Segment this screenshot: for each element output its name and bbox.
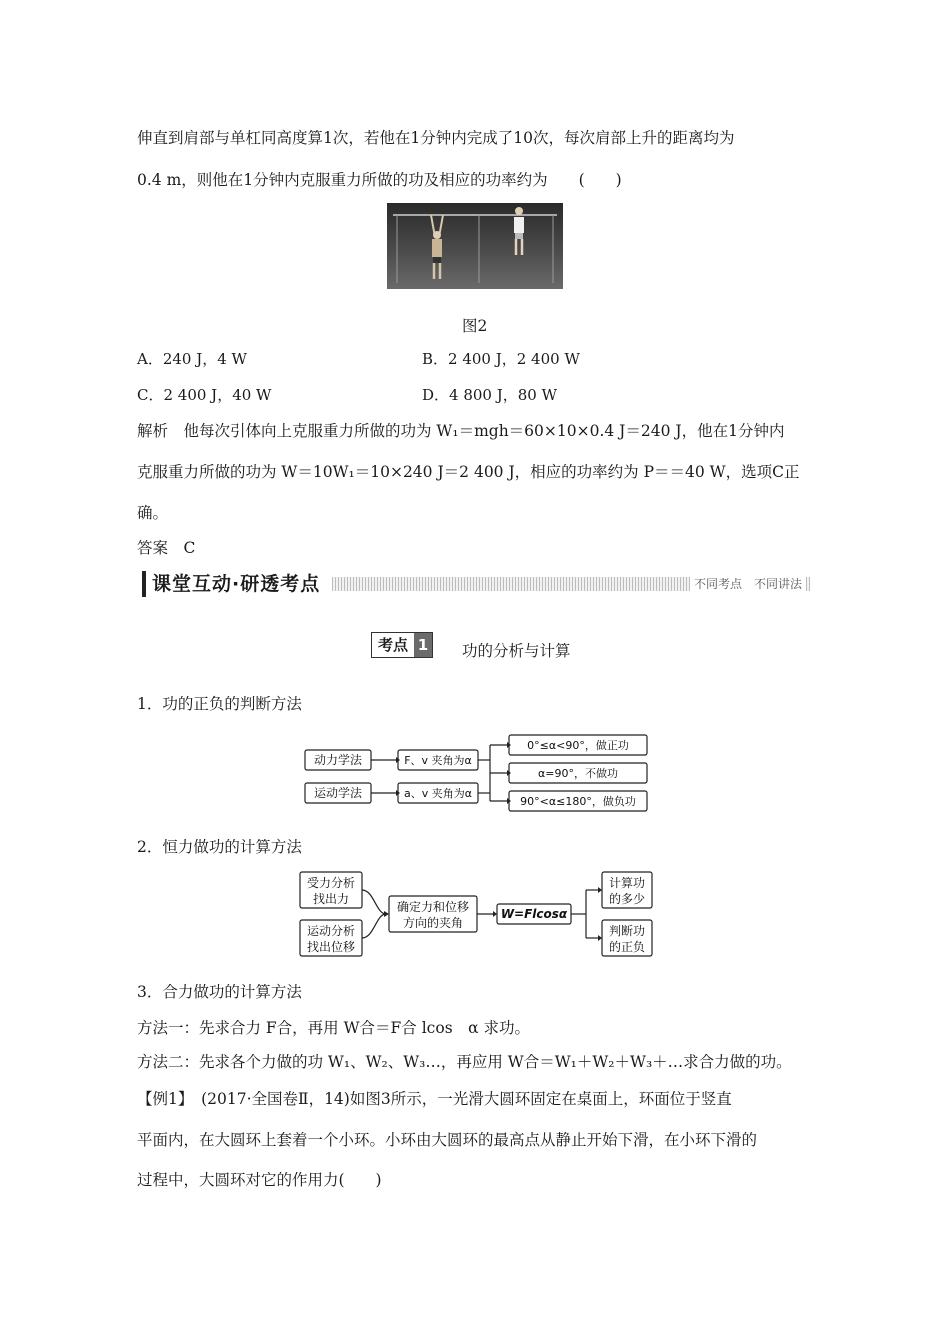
- method-two: 方法二：先求各个力做的功 W₁、W₂、W₃…，再应用 W合＝W₁＋W₂＋W₃＋…求合力做的功。: [137, 1053, 792, 1071]
- force-analysis-1: 受力分析: [306, 876, 356, 890]
- problem-line-1: 伸直到肩部与单杠同高度算1次，若他在1分钟内完成了10次，每次肩部上升的距离均为: [137, 129, 735, 147]
- motion-analysis-2: 找出位移: [306, 940, 356, 954]
- judge-sign-2: 的正负: [608, 940, 646, 954]
- option-b: B．2 400 J，2 400 W: [422, 350, 580, 368]
- banner-title: 课堂互动·研透考点: [142, 571, 326, 597]
- section2-heading: 2．恒力做功的计算方法: [137, 838, 302, 856]
- constant-force-diagram: [296, 868, 656, 960]
- option-c: C．2 400 J，40 W: [137, 386, 272, 404]
- kaodian-title: 功的分析与计算: [462, 642, 571, 660]
- example-line-2: 平面内，在大圆环上套着一个小环。小环由大圆环的最高点从静止开始下滑，在小环下滑的: [137, 1131, 758, 1149]
- analysis-line-3: 确。: [137, 504, 169, 522]
- banner-tail: 不同考点 不同讲法: [690, 577, 806, 591]
- section1-heading: 1．功的正负的判断方法: [137, 695, 302, 713]
- example-line-1: 【例1】 (2017·全国卷Ⅱ，14)如图3所示，一光滑大圆环固定在桌面上，环面位于竖直: [137, 1090, 732, 1108]
- case-negative: 90°<α≤180°，做负功: [520, 795, 636, 808]
- answer-line: 答案 C: [137, 539, 196, 557]
- case-positive: 0°≤α<90°，做正功: [527, 739, 629, 752]
- problem-line-2: 0.4 m，则他在1分钟内克服重力所做的功及相应的功率约为 ( ): [137, 171, 622, 189]
- method-one: 方法一：先求合力 F合，再用 W合＝F合 lcos α 求功。: [137, 1019, 531, 1037]
- calc-work-1: 计算功: [608, 876, 646, 890]
- case-zero: α=90°，不做功: [538, 767, 618, 780]
- kaodian-number: 1: [414, 633, 432, 657]
- analysis-line-1: 解析 他每次引体向上克服重力所做的功为 W₁＝mgh＝60×10×0.4 J＝240 J，他在1分钟内: [137, 422, 785, 440]
- option-d: D．4 800 J，80 W: [422, 386, 558, 404]
- analysis-line-2: 克服重力所做的功为 W＝10W₁＝10×240 J＝2 400 J，相应的功率约为 P＝＝40 W，选项C正: [137, 463, 800, 481]
- example-line-3: 过程中，大圆环对它的作用力( ): [137, 1171, 382, 1189]
- motion-analysis-1: 运动分析: [306, 924, 356, 938]
- kaodian-badge: [371, 632, 433, 658]
- pullup-photo: [387, 203, 563, 289]
- calc-work-2: 的多少: [608, 892, 646, 906]
- method-dynamics: 动力学法: [313, 753, 363, 767]
- method-kinematics: 运动学法: [313, 786, 363, 800]
- force-analysis-2: 找出力: [312, 892, 350, 906]
- determine-angle-2: 方向的夹角: [402, 916, 464, 930]
- angle-av: a、v 夹角为α: [404, 787, 472, 800]
- section-banner: [142, 571, 810, 597]
- judge-sign-1: 判断功: [608, 924, 646, 938]
- determine-angle-1: 确定力和位移: [396, 900, 470, 914]
- kaodian-label: 考点: [372, 633, 414, 657]
- sign-of-work-diagram: [300, 732, 660, 814]
- work-formula: W=Flcosα: [500, 907, 568, 921]
- figure-caption: 图2: [462, 317, 488, 335]
- section3-heading: 3．合力做功的计算方法: [137, 983, 302, 1001]
- angle-fv: F、v 夹角为α: [404, 754, 472, 767]
- option-a: A．240 J，4 W: [137, 350, 247, 368]
